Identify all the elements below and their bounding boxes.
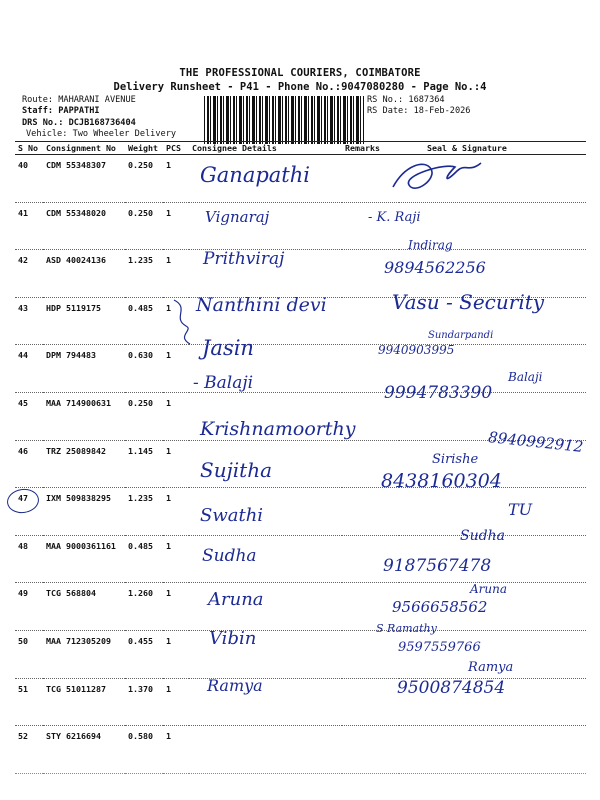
pcs-cell: 1 <box>163 440 189 488</box>
sno-cell: 43 <box>15 297 43 345</box>
weight-cell: 0.250 <box>125 155 163 203</box>
pcs-cell: 1 <box>163 345 189 393</box>
consignment-cell: CDM 55348020 <box>43 202 125 250</box>
col-header-consignee: Consignee Details <box>189 142 342 155</box>
col-header-remarks: Remarks <box>342 142 399 155</box>
pcs-cell: 1 <box>163 488 189 536</box>
consignment-cell: TRZ 25089842 <box>43 440 125 488</box>
seal-cell <box>399 726 586 774</box>
hw-sign-name-51: S Ramathy <box>376 622 437 635</box>
drs-text: DRS No.: DCJB168736404 <box>22 118 136 128</box>
sno-cell: 44 <box>15 345 43 393</box>
hw-consignee-42: Prithviraj <box>203 249 285 269</box>
pcs-cell: 1 <box>163 726 189 774</box>
col-header-weight: Weight <box>125 142 163 155</box>
hw-seal-43: Vasu - Security <box>392 290 545 314</box>
hw-phone-46: 8940992912 <box>487 428 585 456</box>
hw-seal-45: 9994783390 <box>384 383 493 403</box>
table-header-row <box>15 142 586 155</box>
company-title: THE PROFESSIONAL COURIERS, COIMBATORE <box>179 67 421 79</box>
remarks-cell <box>342 488 399 536</box>
hw-sign-name-50: Aruna <box>470 582 508 596</box>
hw-sign-name-49: Sudha <box>460 528 505 544</box>
pcs-cell: 1 <box>163 392 189 440</box>
sno-cell: 42 <box>15 250 43 298</box>
hw-consignee-44: Jasin <box>202 336 254 360</box>
sno-cell: 46 <box>15 440 43 488</box>
hw-consignee-43: Nanthini devi <box>196 294 327 316</box>
hw-seal-50: 9566658562 <box>392 598 488 616</box>
weight-cell: 0.250 <box>125 202 163 250</box>
hw-seal-52: 9500874854 <box>397 678 506 698</box>
weight-cell: 1.235 <box>125 488 163 536</box>
hw-seal-47: 8438160304 <box>381 470 502 492</box>
hw-consignee-51: Vibin <box>209 628 257 649</box>
remarks-cell <box>342 726 399 774</box>
hw-consignee-49: Sudha <box>202 546 257 566</box>
hw-consignee-41: Vignaraj <box>205 208 270 226</box>
consignee-cell <box>189 726 342 774</box>
consignment-cell: IXM 509838295 <box>43 488 125 536</box>
hw-seal-51: 9597559766 <box>398 640 481 655</box>
hw-consignee-47: Sujitha <box>200 458 273 482</box>
route-text: Route: MAHARANI AVENUE <box>22 95 136 105</box>
hw-sign-name-42: Indirag <box>408 238 453 252</box>
remarks-cell <box>342 678 399 726</box>
hw-seal-49: 9187567478 <box>383 556 492 576</box>
pcs-cell: 1 <box>163 678 189 726</box>
sno-cell: 51 <box>15 678 43 726</box>
pcs-cell: 1 <box>163 297 189 345</box>
table-row <box>15 202 586 250</box>
table-row <box>15 726 586 774</box>
consignment-cell: CDM 55348307 <box>43 155 125 203</box>
hw-sign-name-45: Balaji <box>508 370 543 384</box>
consignment-cell: ASD 40024136 <box>43 250 125 298</box>
hw-consignee-50: Aruna <box>208 589 264 610</box>
pcs-cell: 1 <box>163 630 189 678</box>
runsheet-meta-right <box>367 95 470 117</box>
consignment-cell: MAA 712305209 <box>43 630 125 678</box>
barcode <box>204 96 364 144</box>
pcs-cell: 1 <box>163 202 189 250</box>
hw-sign-name-47: Sirishe <box>432 452 479 467</box>
rs-date-text: RS Date: 18-Feb-2026 <box>367 106 471 116</box>
sno-cell: 52 <box>15 726 43 774</box>
sno-cell: 49 <box>15 583 43 631</box>
hw-seal-44: 9940903995 <box>378 343 455 357</box>
weight-cell: 1.370 <box>125 678 163 726</box>
consignment-cell: DPM 794483 <box>43 345 125 393</box>
sno-cell: 47 <box>15 488 43 536</box>
consignment-cell: TCG 51011287 <box>43 678 125 726</box>
hw-seal-41: - K. Raji <box>368 210 421 225</box>
weight-cell: 0.455 <box>125 630 163 678</box>
col-header-sno: S No <box>15 142 43 155</box>
hw-bracket-mark <box>168 298 198 348</box>
consignment-cell: TCG 568804 <box>43 583 125 631</box>
hw-signature-40 <box>385 155 495 197</box>
hw-mark-48: TU <box>508 500 533 519</box>
pcs-cell: 1 <box>163 250 189 298</box>
sno-cell: 48 <box>15 535 43 583</box>
rs-no-text: RS No.: 1687364 <box>367 95 445 105</box>
hw-consignee-46: Krishnamoorthy <box>200 418 356 440</box>
runsheet-title: Delivery Runsheet - P41 - Phone No.:9047080280 - Page No.:4 <box>113 81 487 93</box>
weight-cell: 0.580 <box>125 726 163 774</box>
weight-cell: 0.630 <box>125 345 163 393</box>
weight-cell: 0.250 <box>125 392 163 440</box>
sno-cell: 41 <box>15 202 43 250</box>
hw-seal-42: 9894562256 <box>384 258 486 277</box>
weight-cell: 1.145 <box>125 440 163 488</box>
weight-cell: 0.485 <box>125 297 163 345</box>
pcs-cell: 1 <box>163 583 189 631</box>
consignment-cell: MAA 714900631 <box>43 392 125 440</box>
hw-consignee-48: Swathi <box>200 505 264 526</box>
weight-cell: 0.485 <box>125 535 163 583</box>
table-row <box>15 345 586 393</box>
col-header-seal: Seal & Signature <box>399 142 586 155</box>
col-header-consignment: Consignment No <box>43 142 125 155</box>
remarks-cell <box>342 297 399 345</box>
col-header-pcs: PCS <box>163 142 189 155</box>
pcs-cell: 1 <box>163 155 189 203</box>
sno-cell: 40 <box>15 155 43 203</box>
hw-consignee-40: Ganapathi <box>200 163 310 187</box>
weight-cell: 1.260 <box>125 583 163 631</box>
consignment-cell: MAA 9000361161 <box>43 535 125 583</box>
hw-sign-name-52: Ramya <box>468 660 514 675</box>
sno-cell: 50 <box>15 630 43 678</box>
consignment-cell: HDP 5119175 <box>43 297 125 345</box>
sno-cell: 45 <box>15 392 43 440</box>
staff-text: Staff: PAPPATHI <box>22 106 100 116</box>
hw-consignee-52: Ramya <box>207 676 263 695</box>
runsheet-meta-left <box>22 95 176 140</box>
consignment-cell: STY 6216694 <box>43 726 125 774</box>
vehicle-text: Vehicle: Two Wheeler Delivery <box>26 129 177 139</box>
weight-cell: 1.235 <box>125 250 163 298</box>
hw-sign-name-44: Sundarpandi <box>428 330 494 341</box>
hw-consignee-45: - Balaji <box>193 373 254 393</box>
remarks-cell <box>342 630 399 678</box>
pcs-cell: 1 <box>163 535 189 583</box>
